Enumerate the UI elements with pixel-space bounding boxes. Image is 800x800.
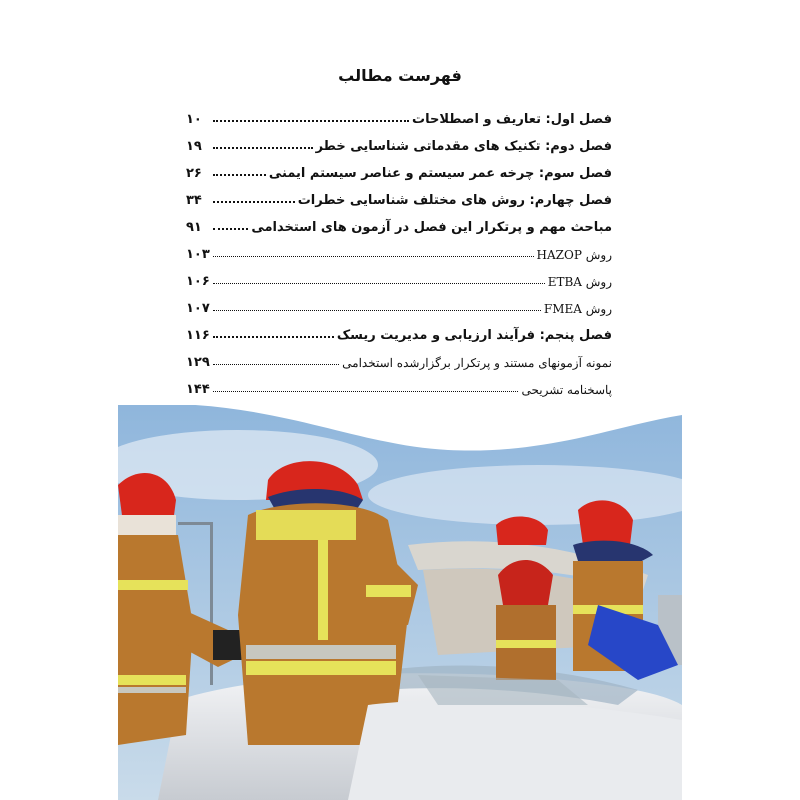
toc-entry[interactable] bbox=[186, 262, 612, 289]
toc-entry-page: ۱۰۷ bbox=[186, 301, 210, 316]
toc-entry-page: ۱۰۶ bbox=[186, 274, 210, 289]
toc-entry-label: فصل پنجم: فرآیند ارزیابی و مدیریت ریسک bbox=[336, 328, 612, 343]
toc-entry-label: نمونه آزمونهای مستند و پرتکرار برگزارشده استخدامی bbox=[342, 356, 612, 370]
toc-entry-page: ۱۲۹ bbox=[186, 355, 210, 370]
toc-entry-page: ۱۰ bbox=[186, 112, 202, 127]
dot-leader bbox=[213, 364, 339, 365]
dot-leader bbox=[213, 201, 295, 203]
toc-entry-label: فصل سوم: چرخه عمر سیستم و عناصر سیستم ایمنی bbox=[268, 166, 612, 181]
toc-entry[interactable] bbox=[186, 154, 612, 181]
toc-title: فهرست مطالب bbox=[338, 66, 462, 85]
toc-entry-page: ۱۴۴ bbox=[186, 382, 210, 397]
dot-leader bbox=[213, 174, 266, 176]
table-of-contents bbox=[186, 100, 612, 397]
toc-entry-label: روش HAZOP bbox=[536, 248, 612, 262]
dot-leader bbox=[213, 336, 334, 338]
toc-entry-label: مباحث مهم و پرتکرار این فصل در آزمون های استخدامی bbox=[251, 220, 612, 235]
toc-entry[interactable] bbox=[186, 208, 612, 235]
toc-entry-label: فصل اول: تعاریف و اصطلاحات bbox=[412, 112, 612, 127]
dot-leader bbox=[213, 120, 409, 122]
toc-entry-page: ۳۴ bbox=[186, 193, 202, 208]
toc-entry[interactable] bbox=[186, 127, 612, 154]
toc-entry[interactable] bbox=[186, 235, 612, 262]
firefighters-rescue-photo bbox=[118, 405, 682, 800]
toc-entry[interactable] bbox=[186, 289, 612, 316]
toc-entry-label: روش ETBA bbox=[547, 275, 612, 289]
toc-entry[interactable] bbox=[186, 316, 612, 343]
toc-entry-page: ۹۱ bbox=[186, 220, 202, 235]
dot-leader bbox=[213, 310, 541, 311]
toc-entry-label: پاسخنامه تشریحی bbox=[521, 383, 612, 397]
toc-entry[interactable] bbox=[186, 370, 612, 397]
toc-entry-page: ۱۰۳ bbox=[186, 247, 210, 262]
dot-leader bbox=[213, 391, 518, 392]
toc-entry-label: فصل دوم: تکنیک های مقدماتی شناسایی خطر bbox=[315, 139, 612, 154]
toc-entry[interactable] bbox=[186, 181, 612, 208]
toc-entry[interactable] bbox=[186, 100, 612, 127]
toc-entry-page: ۱۱۶ bbox=[186, 328, 210, 343]
toc-entry[interactable] bbox=[186, 343, 612, 370]
dot-leader bbox=[213, 283, 545, 284]
dot-leader bbox=[213, 228, 248, 230]
dot-leader bbox=[213, 256, 534, 257]
toc-entry-label: فصل چهارم: روش های مختلف شناسایی خطرات bbox=[297, 193, 612, 208]
toc-entry-page: ۱۹ bbox=[186, 139, 202, 154]
dot-leader bbox=[213, 147, 313, 149]
toc-entry-label: روش FMEA bbox=[543, 302, 612, 316]
toc-entry-page: ۲۶ bbox=[186, 166, 202, 181]
